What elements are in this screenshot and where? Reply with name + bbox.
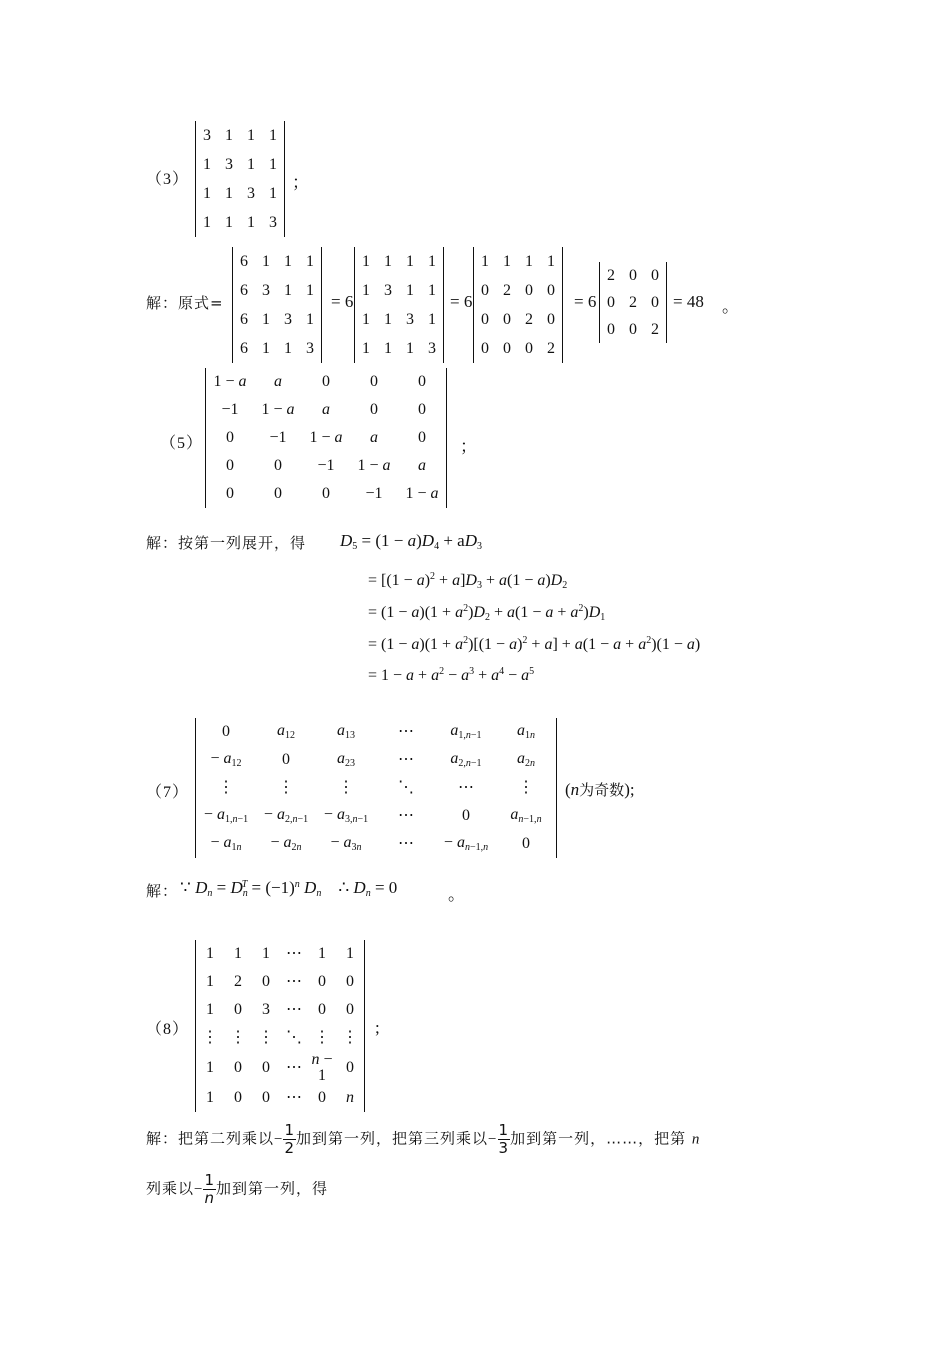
minus-sign: − <box>488 1131 498 1148</box>
matrix-cell: 0 <box>234 1059 242 1076</box>
matrix-cell: 3 <box>284 310 292 328</box>
matrix-row <box>474 247 562 276</box>
matrix-cell: 0 <box>346 1001 354 1018</box>
matrix-cell: 0 <box>547 281 555 299</box>
matrix-cell: $a_{n-1,n}$ <box>510 806 542 825</box>
matrix-row <box>206 452 446 480</box>
matrix-cell: 1 <box>406 339 414 357</box>
matrix-cell: ⋱ <box>286 1029 302 1046</box>
matrix-cell: 1 <box>203 155 211 173</box>
problem-7-determinant <box>195 718 557 858</box>
matrix-cell: 1 <box>206 973 214 990</box>
matrix-row <box>355 247 443 276</box>
matrix-row <box>196 179 284 208</box>
solution-8-line-2 <box>146 1172 328 1206</box>
matrix-cell: 1 <box>206 1059 214 1076</box>
matrix-cell: 1 − a <box>357 457 391 474</box>
problem-8-determinant <box>195 940 365 1112</box>
matrix-cell: 1 <box>362 281 370 299</box>
matrix-cell: 1 <box>547 252 555 270</box>
matrix-row <box>206 424 446 452</box>
matrix-cell: n <box>346 1089 354 1106</box>
matrix-cell: 0 <box>318 1089 326 1106</box>
solution-8-text-5: 加到第一列，得 <box>216 1179 329 1198</box>
matrix-cell: 1 − a <box>309 429 343 446</box>
matrix-cell: 0 <box>222 723 230 740</box>
matrix-row <box>196 968 364 996</box>
variable-n: n <box>691 1131 701 1148</box>
matrix-cell: 6 <box>240 281 248 299</box>
matrix-cell: 1 <box>262 310 270 328</box>
solution-5-step-4: = $1 - a + a^2 - a^3 + a^4 - a^5$ <box>368 666 535 684</box>
fraction-denominator: n <box>204 1188 216 1207</box>
matrix-cell: 1 <box>406 281 414 299</box>
matrix-row <box>474 276 562 305</box>
problem-8-label: （8） <box>146 1021 190 1038</box>
matrix-cell: ⋯ <box>286 945 302 962</box>
matrix-cell: 0 <box>234 1001 242 1018</box>
matrix-cell: 0 <box>234 1089 242 1106</box>
matrix-cell: 3 <box>262 281 270 299</box>
matrix-cell: 0 <box>262 1089 270 1106</box>
matrix-cell: 2 <box>607 266 615 284</box>
matrix-cell: 0 <box>607 320 615 338</box>
matrix-cell: $a_{1,n-1}$ <box>450 722 482 741</box>
matrix-row <box>355 334 443 363</box>
matrix-cell: a <box>370 429 378 446</box>
matrix-cell: 1 <box>284 252 292 270</box>
matrix-cell: 1 <box>225 126 233 144</box>
matrix-cell: 1 <box>306 252 314 270</box>
matrix-cell: 1 <box>384 252 392 270</box>
matrix-cell: ⋮ <box>278 779 294 796</box>
matrix-cell: 3 <box>269 213 277 231</box>
matrix-row <box>196 830 556 858</box>
solution-8-line-1 <box>146 1122 700 1156</box>
matrix-cell: 0 <box>651 293 659 311</box>
matrix-cell: 0 <box>274 457 282 474</box>
matrix-cell: $a_{2n}$ <box>517 750 535 769</box>
matrix-cell: $a_{12}$ <box>277 722 295 741</box>
problem-5-label: （5） <box>160 435 204 452</box>
matrix-cell: 1 <box>206 1089 214 1106</box>
solution-3-det-2 <box>354 247 444 363</box>
matrix-cell: −1 <box>221 401 239 418</box>
solution-8-text-3: 加到第一列，……，把第 <box>510 1129 687 1148</box>
matrix-cell: 0 <box>346 973 354 990</box>
matrix-cell: 1 <box>284 339 292 357</box>
matrix-cell: 1 <box>481 252 489 270</box>
matrix-cell: 0 <box>370 373 378 390</box>
matrix-row <box>196 1084 364 1112</box>
matrix-cell: − $a_{2,n-1}$ <box>263 806 309 825</box>
matrix-row <box>233 305 321 334</box>
matrix-cell: 1 − a <box>405 485 439 502</box>
fraction-numerator: 1 <box>498 1121 510 1139</box>
matrix-cell: 1 <box>262 945 270 962</box>
matrix-row <box>196 208 284 237</box>
matrix-cell: 0 <box>481 339 489 357</box>
matrix-cell: 2 <box>525 310 533 328</box>
solution-5-step-2: = $(1 - a)(1 + a^2)D_2 + a(1 - a + a^2)D_1$ <box>368 603 606 623</box>
solution-8-text-4: 列乘以 <box>146 1179 195 1198</box>
matrix-cell: − $a_{3,n-1}$ <box>323 806 369 825</box>
matrix-cell: ⋮ <box>230 1029 246 1046</box>
problem-5-determinant <box>205 368 447 508</box>
matrix-row <box>196 940 364 968</box>
fraction-one-half <box>283 1122 296 1156</box>
matrix-cell: 2 <box>234 973 242 990</box>
matrix-cell: 6 <box>240 310 248 328</box>
matrix-cell: a <box>322 401 330 418</box>
matrix-cell: 0 <box>322 373 330 390</box>
matrix-cell: 3 <box>428 339 436 357</box>
solution-8-text-1: 解：把第二列乘以 <box>146 1129 275 1148</box>
matrix-cell: 3 <box>247 184 255 202</box>
matrix-cell: 1 <box>262 339 270 357</box>
matrix-cell: 1 <box>406 252 414 270</box>
minus-sign: − <box>194 1181 204 1198</box>
matrix-cell: 1 <box>384 339 392 357</box>
matrix-cell: 0 <box>226 485 234 502</box>
matrix-cell: ⋮ <box>338 779 354 796</box>
matrix-cell: 1 <box>362 310 370 328</box>
matrix-cell: 3 <box>306 339 314 357</box>
matrix-cell: 1 <box>234 945 242 962</box>
matrix-row <box>196 802 556 830</box>
solution-3-eq-3: = 6 <box>574 292 597 311</box>
matrix-cell: 0 <box>262 973 270 990</box>
matrix-row <box>474 305 562 334</box>
matrix-cell: ⋮ <box>518 779 534 796</box>
matrix-cell: − $a_{3n}$ <box>330 834 362 853</box>
matrix-cell: ⋯ <box>398 751 414 768</box>
matrix-cell: 0 <box>418 401 426 418</box>
matrix-cell: $a_{2,n-1}$ <box>450 750 482 769</box>
matrix-cell: 0 <box>629 320 637 338</box>
matrix-cell: 1 <box>206 1001 214 1018</box>
solution-5-step-1: = $[(1 - a)^2 + a]D_3 + a(1 - a)D_2$ <box>368 571 568 591</box>
matrix-row <box>196 1052 364 1084</box>
matrix-cell: 1 <box>306 281 314 299</box>
problem-7-note: (n为奇数); <box>565 780 635 799</box>
matrix-cell: 1 <box>269 126 277 144</box>
matrix-cell: ⋯ <box>286 1059 302 1076</box>
matrix-cell: 0 <box>629 266 637 284</box>
fraction-numerator: 1 <box>204 1171 216 1189</box>
solution-5-prefix: 解：按第一列展开，得 <box>146 534 307 552</box>
matrix-cell: 1 <box>262 252 270 270</box>
matrix-cell: 1 <box>247 213 255 231</box>
matrix-cell: 2 <box>651 320 659 338</box>
matrix-cell: 0 <box>525 281 533 299</box>
matrix-cell: 0 <box>503 310 511 328</box>
matrix-cell: 0 <box>318 1001 326 1018</box>
matrix-cell: 1 <box>428 252 436 270</box>
matrix-cell: −1 <box>317 457 335 474</box>
matrix-cell: 6 <box>240 252 248 270</box>
solution-7-period: 。 <box>448 885 465 904</box>
matrix-cell: a <box>274 373 282 390</box>
matrix-cell: ⋯ <box>286 1089 302 1106</box>
matrix-cell: 3 <box>225 155 233 173</box>
matrix-cell: ⋮ <box>314 1029 330 1046</box>
matrix-cell: ⋱ <box>398 779 414 796</box>
matrix-cell: 0 <box>282 751 290 768</box>
matrix-cell: ⋮ <box>258 1029 274 1046</box>
matrix-cell: 1 <box>269 184 277 202</box>
matrix-cell: 0 <box>226 429 234 446</box>
matrix-cell: 1 <box>203 184 211 202</box>
matrix-cell: 1 <box>346 945 354 962</box>
matrix-cell: 0 <box>607 293 615 311</box>
solution-3-prefix: 解：原式= <box>146 294 224 312</box>
matrix-cell: ⋯ <box>398 723 414 740</box>
problem-3-label: （3） <box>146 171 190 188</box>
matrix-cell: ⋮ <box>218 779 234 796</box>
solution-3-det-1 <box>232 247 322 363</box>
matrix-row <box>206 480 446 508</box>
matrix-cell: 0 <box>481 281 489 299</box>
matrix-cell: 0 <box>481 310 489 328</box>
matrix-cell: 0 <box>522 835 530 852</box>
matrix-row <box>196 774 556 802</box>
solution-5-step-3: = $(1 - a)(1 + a^2)[(1 - a)^2 + a] + a(1 - a + a^2)(1 - a)$ <box>368 635 701 653</box>
matrix-cell: 1 <box>318 945 326 962</box>
matrix-cell: 0 <box>318 973 326 990</box>
matrix-cell: 0 <box>418 373 426 390</box>
matrix-row <box>355 305 443 334</box>
matrix-cell: 6 <box>240 339 248 357</box>
matrix-row <box>600 316 666 343</box>
matrix-cell: ⋯ <box>398 807 414 824</box>
matrix-row <box>196 1024 364 1052</box>
matrix-row <box>355 276 443 305</box>
matrix-cell: 0 <box>547 310 555 328</box>
matrix-cell: − $a_{1n}$ <box>210 834 242 853</box>
matrix-cell: 2 <box>503 281 511 299</box>
matrix-cell: 0 <box>262 1059 270 1076</box>
matrix-cell: 3 <box>262 1001 270 1018</box>
solution-3-result: = 48 <box>673 292 704 311</box>
matrix-cell: 1 − a <box>261 401 295 418</box>
matrix-cell: − $a_{12}$ <box>210 750 242 769</box>
matrix-cell: n − 1 <box>311 1051 333 1084</box>
matrix-cell: ⋯ <box>286 973 302 990</box>
matrix-cell: 1 <box>428 310 436 328</box>
solution-3-eq-1: = 6 <box>331 292 354 311</box>
matrix-row <box>600 289 666 316</box>
matrix-cell: ⋮ <box>202 1029 218 1046</box>
problem-5-semicolon: ； <box>460 437 477 456</box>
matrix-cell: 0 <box>651 266 659 284</box>
matrix-cell: 0 <box>370 401 378 418</box>
matrix-cell: − $a_{n-1,n}$ <box>443 834 489 853</box>
matrix-cell: 1 <box>206 945 214 962</box>
solution-8-text-2: 加到第一列，把第三列乘以 <box>296 1129 489 1148</box>
solution-7-prefix: 解： <box>146 882 179 900</box>
matrix-cell: − $a_{2n}$ <box>270 834 302 853</box>
matrix-cell: 1 <box>225 213 233 231</box>
minus-sign: − <box>274 1131 284 1148</box>
matrix-row <box>196 746 556 774</box>
matrix-cell: 1 <box>203 213 211 231</box>
solution-5-first-line: $D_5 = (1 - a)D_4 + aD_3$ <box>340 531 482 552</box>
matrix-cell: 1 <box>284 281 292 299</box>
problem-8-semicolon: ; <box>375 1018 380 1037</box>
matrix-cell: a <box>418 457 426 474</box>
solution-3-det-4 <box>599 262 667 343</box>
matrix-row <box>233 276 321 305</box>
matrix-cell: 0 <box>418 429 426 446</box>
matrix-cell: 3 <box>406 310 414 328</box>
problem-7-label: （7） <box>146 784 190 801</box>
matrix-cell: 0 <box>346 1059 354 1076</box>
matrix-cell: 2 <box>547 339 555 357</box>
matrix-cell: 1 <box>525 252 533 270</box>
matrix-cell: − $a_{1,n-1}$ <box>203 806 249 825</box>
fraction-one-over-n <box>203 1172 216 1206</box>
matrix-cell: 0 <box>322 485 330 502</box>
matrix-cell: −1 <box>269 429 287 446</box>
solution-3-period: 。 <box>722 297 739 316</box>
fraction-one-third <box>498 1122 511 1156</box>
solution-7-body: ∵ $D_n = D_n^T = (-1)^n$ $D_n$ ∴ $D_n = 0$ <box>180 878 398 899</box>
fraction-denominator: 3 <box>498 1138 510 1157</box>
matrix-cell: 1 <box>503 252 511 270</box>
matrix-row <box>196 996 364 1024</box>
matrix-row <box>233 247 321 276</box>
matrix-cell: 2 <box>629 293 637 311</box>
fraction-numerator: 1 <box>284 1121 296 1139</box>
matrix-cell: 1 <box>247 155 255 173</box>
matrix-cell: 1 <box>362 339 370 357</box>
solution-3-eq-2: = 6 <box>450 292 473 311</box>
problem-3-semicolon: ； <box>292 173 309 192</box>
matrix-cell: ⋮ <box>342 1029 358 1046</box>
matrix-cell: 1 <box>247 126 255 144</box>
matrix-cell: 1 − a <box>213 373 247 390</box>
matrix-cell: 0 <box>525 339 533 357</box>
problem-3-determinant <box>195 121 285 237</box>
matrix-cell: 1 <box>384 310 392 328</box>
matrix-row <box>233 334 321 363</box>
matrix-cell: ⋯ <box>458 779 474 796</box>
matrix-cell: 1 <box>306 310 314 328</box>
matrix-row <box>196 121 284 150</box>
matrix-cell: 3 <box>384 281 392 299</box>
matrix-cell: $a_{1n}$ <box>517 722 535 741</box>
matrix-row <box>196 150 284 179</box>
solution-3-det-3 <box>473 247 563 363</box>
matrix-cell: 1 <box>362 252 370 270</box>
matrix-cell: 0 <box>503 339 511 357</box>
matrix-cell: −1 <box>365 485 383 502</box>
fraction-denominator: 2 <box>284 1138 296 1157</box>
matrix-cell: 0 <box>274 485 282 502</box>
matrix-cell: ⋯ <box>398 835 414 852</box>
matrix-row <box>474 334 562 363</box>
matrix-row <box>206 368 446 396</box>
matrix-cell: 1 <box>269 155 277 173</box>
matrix-cell: $a_{23}$ <box>337 750 355 769</box>
matrix-row <box>206 396 446 424</box>
matrix-cell: 1 <box>428 281 436 299</box>
matrix-cell: ⋯ <box>286 1001 302 1018</box>
matrix-row <box>600 262 666 289</box>
matrix-row <box>196 718 556 746</box>
matrix-cell: 0 <box>462 807 470 824</box>
matrix-cell: 1 <box>225 184 233 202</box>
matrix-cell: 3 <box>203 126 211 144</box>
matrix-cell: 0 <box>226 457 234 474</box>
matrix-cell: $a_{13}$ <box>337 722 355 741</box>
